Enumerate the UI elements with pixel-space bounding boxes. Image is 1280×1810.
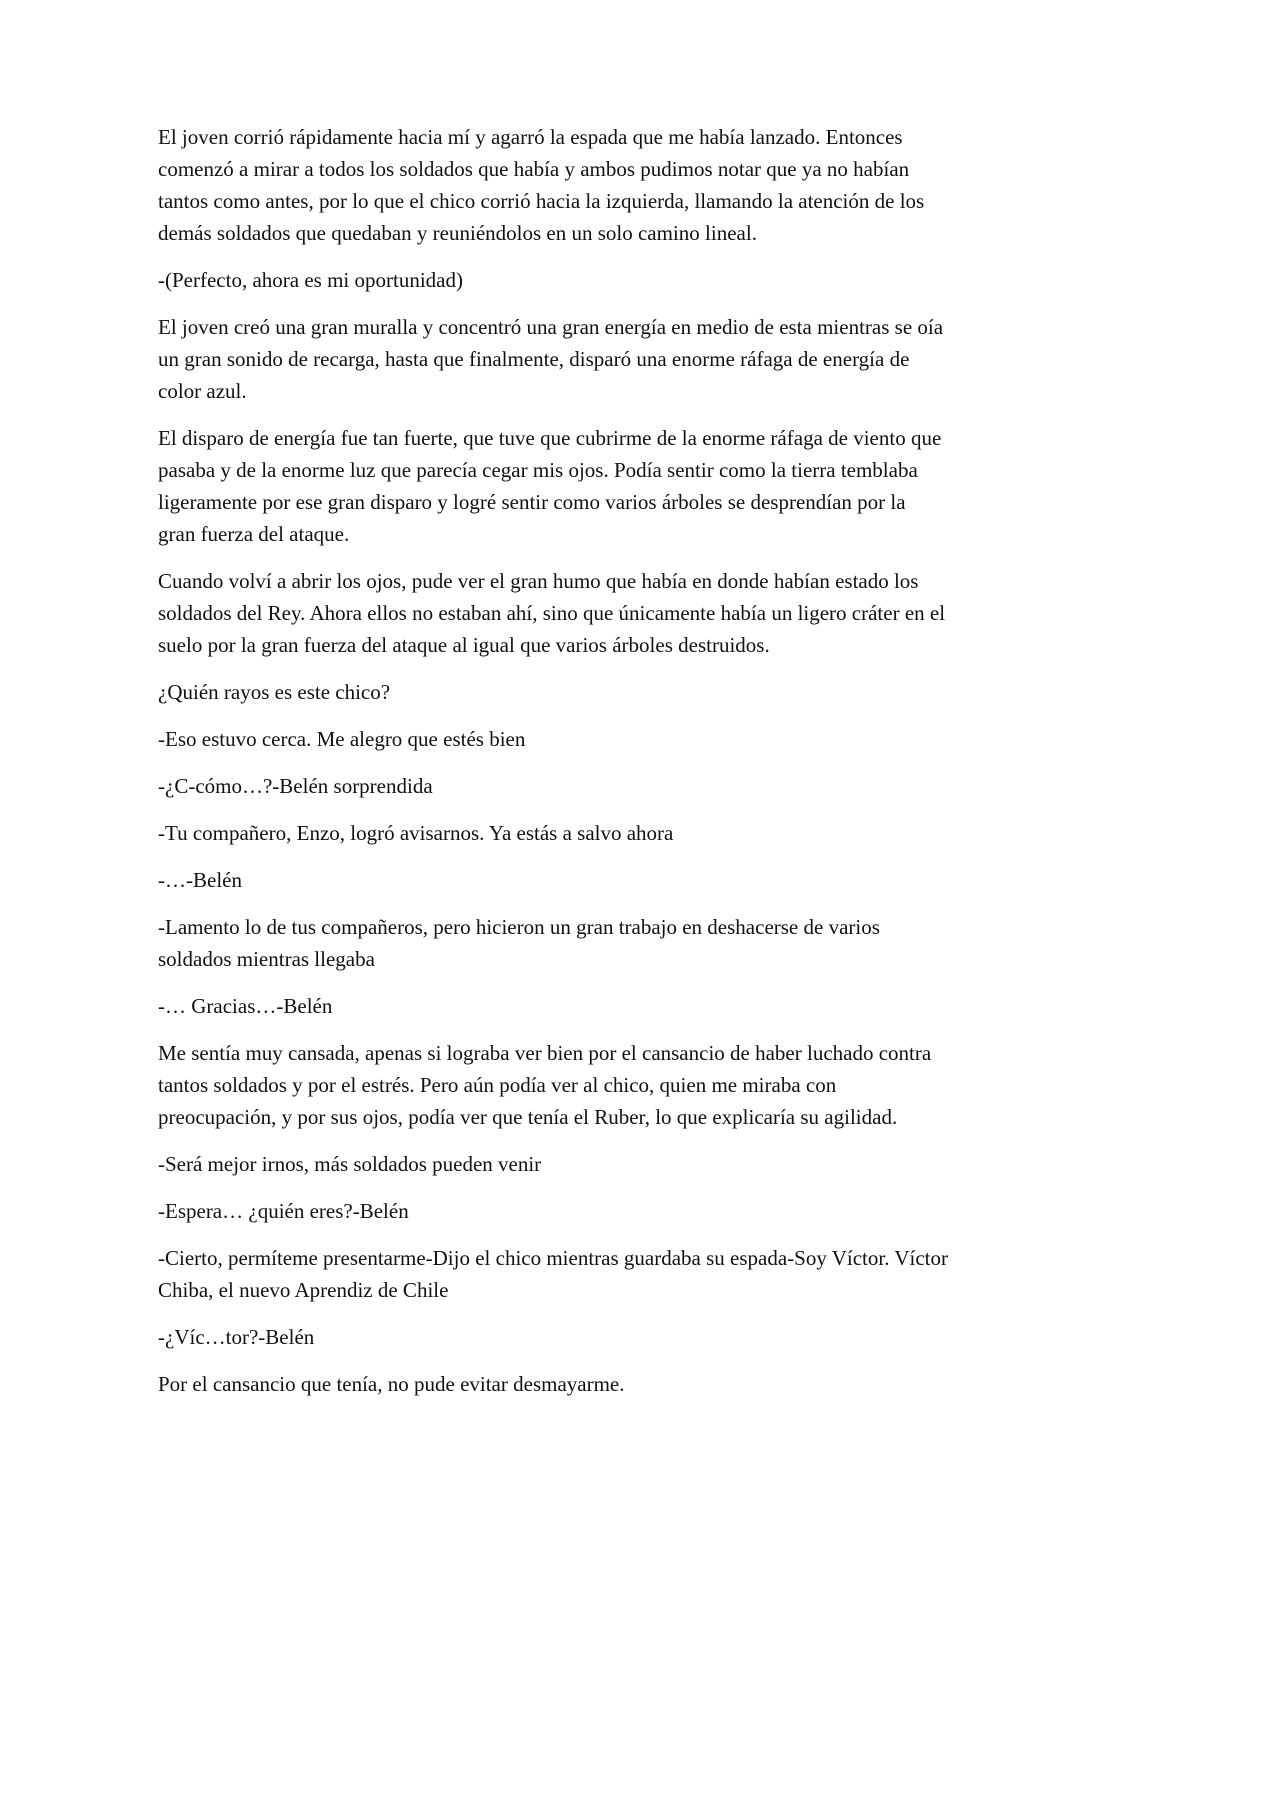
- paragraph-10: -…-Belén: [158, 868, 242, 892]
- paragraph-11: -Lamento lo de tus compañeros, pero hicieron un gran trabajo en deshacerse de varios soldados mientras llegaba: [158, 915, 880, 971]
- paragraph-1: El joven corrió rápidamente hacia mí y agarró la espada que me había lanzado. Entonces comenzó a mirar a todos los soldados que había y ambos pudimos notar que ya no habían tantos como antes, por lo que el chico corrió hacia la izquierda, llamando la atención de los demás soldados que quedaban y reuniéndolos en un solo camino lineal.: [158, 125, 925, 245]
- paragraph-4: El disparo de energía fue tan fuerte, que tuve que cubrirme de la enorme ráfaga de viento que pasaba y de la enorme luz que parecía cegar mis ojos. Podía sentir como la tierra temblaba ligeramente por ese gran disparo y logré sentir como varios árboles se desprendían por la gran fuerza del ataque.: [158, 426, 942, 546]
- paragraph-8: -¿C-cómo…?-Belén sorprendida: [158, 774, 433, 798]
- paragraph-2: -(Perfecto, ahora es mi oportunidad): [158, 268, 463, 292]
- paragraph-3: El joven creó una gran muralla y concentró una gran energía en medio de esta mientras se oía un gran sonido de recarga, hasta que finalmente, disparó una enorme ráfaga de energía de color azul.: [158, 315, 944, 403]
- paragraph-5: Cuando volví a abrir los ojos, pude ver el gran humo que había en donde habían estado los soldados del Rey. Ahora ellos no estaban ahí, sino que únicamente había un ligero cráter en el suelo por la gran fuerza del ataque al igual que varios árboles destruidos.: [158, 569, 946, 657]
- paragraph-6: ¿Quién rayos es este chico?: [158, 680, 391, 704]
- paragraph-16: -Cierto, permíteme presentarme-Dijo el chico mientras guardaba su espada-Soy Víctor. Víctor Chiba, el nuevo Aprendiz de Chile: [158, 1246, 948, 1302]
- paragraph-9: -Tu compañero, Enzo, logró avisarnos. Ya estás a salvo ahora: [158, 821, 674, 845]
- paragraph-17: -¿Víc…tor?-Belén: [158, 1325, 315, 1349]
- paragraph-7: -Eso estuvo cerca. Me alegro que estés bien: [158, 727, 526, 751]
- paragraph-13: Me sentía muy cansada, apenas si lograba ver bien por el cansancio de haber luchado contra tantos soldados y por el estrés. Pero aún podía ver al chico, quien me miraba con preocupación, y por sus ojos, podía ver que tenía el Ruber, lo que explicaría su agilidad.: [158, 1041, 932, 1129]
- paragraph-15: -Espera… ¿quién eres?-Belén: [158, 1199, 409, 1223]
- paragraph-18: Por el cansancio que tenía, no pude evitar desmayarme.: [158, 1372, 625, 1396]
- paragraph-12: -… Gracias…-Belén: [158, 994, 333, 1018]
- paragraph-14: -Será mejor irnos, más soldados pueden venir: [158, 1152, 542, 1176]
